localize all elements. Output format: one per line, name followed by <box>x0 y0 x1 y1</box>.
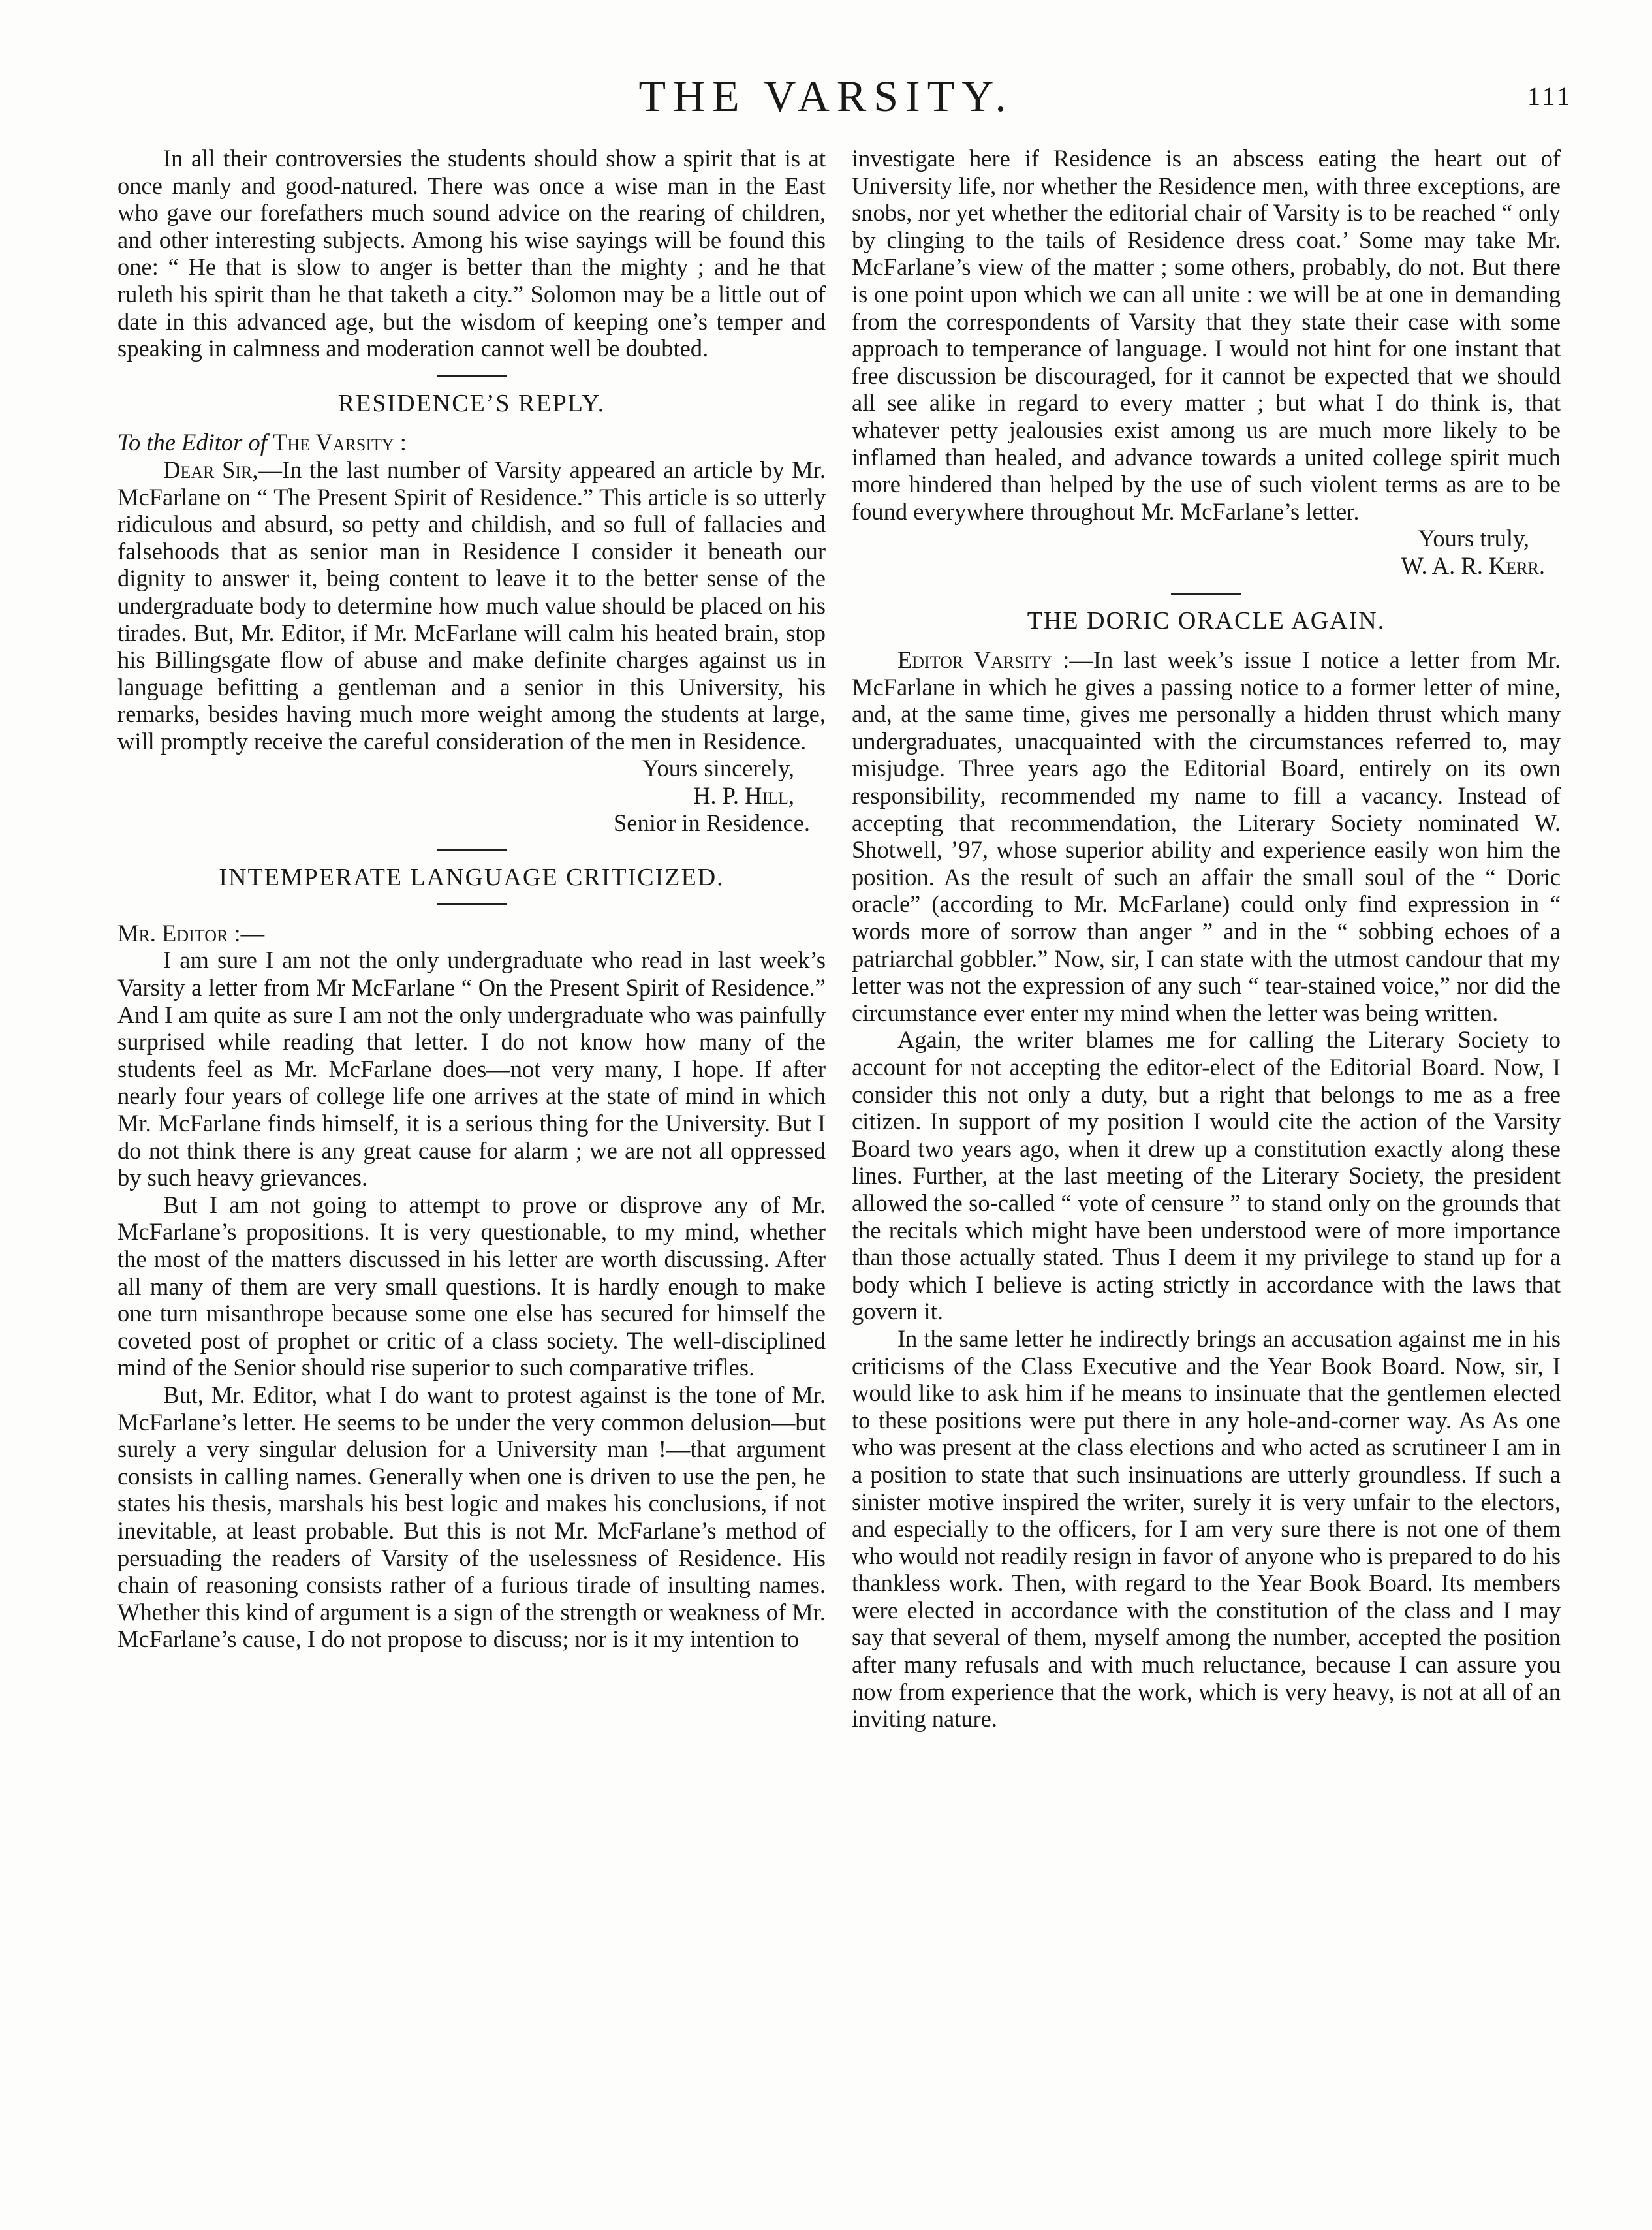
intemperate-continuation: investigate here if Residence is an abscess eating the heart out of University life, nor whether the Residence men, with three exceptions, are snobs, nor yet whether the editorial chair of Varsity is to be reached “ only by clinging to the tails of Residence dress coat.’ Some may take Mr. McFarlane’s view of the matter ; some others, probably, do not. But there is one point upon which we can all unite : we will be at one in demanding from the correspondents of Varsity that they state their case with some approach to temperance of language. I would not hint for one instant that free discussion be discouraged, for it cannot be expected that we should all see alike in regard to every matter ; but what I do think is, that whatever petty jealousies exist among us are much more likely to be inflamed than healed, and advance towards a united college spirit much more hindered than helped by the use of such violent terms as are to be found everywhere throughout Mr. McFarlane’s letter. <box>852 145 1561 525</box>
residence-reply-signature <box>117 782 826 809</box>
doric-paragraph <box>852 646 1561 1026</box>
residence-reply-heading: RESIDENCE’S REPLY. <box>337 389 606 417</box>
kerr-closing: Yours truly, <box>1418 525 1529 552</box>
left-column <box>117 145 826 1653</box>
right-column <box>852 145 1561 1733</box>
intemperate-heading: INTEMPERATE LANGUAGE CRITICIZED. <box>219 864 725 892</box>
section-rule <box>437 375 507 377</box>
addressee-publication: The Varsity : <box>272 429 407 456</box>
intemperate-salutation: Mr. Editor :— <box>117 919 265 947</box>
doric-salutation: Editor Varsity : <box>897 646 1070 674</box>
intemperate-paragraph: But, Mr. Editor, what I do want to protest against is the tone of Mr. McFarlane’s letter. He seems to be under the very common delusion—but surely a very singular delusion for a University man !—that argument consists in calling names. Generally when one is driven to use the pen, he states his thesis, marshals his best logic and makes his conclusions, if not inevitable, at least probable. But this is not Mr. McFarlane’s method of persuading the readers of Varsity of the uselessness of Residence. His chain of reasoning consists rather of a furious tirade of insulting names. Whether this kind of argument is a sign of the strength or weakness of Mr. McFarlane’s cause, I do not propose to discuss; nor is it my intention to <box>117 1381 826 1653</box>
section-rule <box>437 849 507 851</box>
page-number: 111 <box>1527 82 1572 111</box>
residence-reply-signature-title: Senior in Residence. <box>613 809 810 836</box>
signature-name: H. P. Hill, <box>693 782 794 809</box>
addressee-italic: To the Editor of <box>117 429 267 456</box>
intemperate-paragraph: But I am not going to attempt to prove or disprove any of Mr. McFarlane’s propositions. It is very questionable, to my mind, whether the most of the matters discussed in his letter are worth discussing. After all many of them are very small questions. It is hardly enough to make one turn misanthrope because some one else has secured for himself the coveted post of prophet or critic of a class society. The well-disciplined mind of the Senior should rise superior to such comparative trifles. <box>117 1191 826 1381</box>
residence-reply-salutation: Dear Sir, <box>163 456 258 483</box>
kerr-signature: W. A. R. Kerr. <box>1401 552 1545 579</box>
doric-paragraph: Again, the writer blames me for calling the Literary Society to account for not accepting the editor-elect of the Editorial Board. Now, I consider this not only a duty, but a right that belongs to me as a free citizen. In support of my position I would cite the action of the Varsity Board two years ago, when it drew up a constitution exactly along these lines. Further, at the last meeting of the Literary Society, the president allowed the so-called “ vote of censure ” to stand only on the grounds that the recitals which might have been understood were of more importance than those actually stated. Thus I deem it my privilege to stand up for a body which I believe is acting strictly in accordance with the laws that govern it. <box>852 1026 1561 1325</box>
section-rule <box>1171 593 1241 595</box>
doric-paragraph: In the same letter he indirectly brings an accusation against me in his criticisms of the Class Executive and the Year Book Board. Now, sir, I would like to ask him if he means to insinuate that the gentlemen elected to these positions were put there in any hole-and-corner way. As As one who was present at the class elections and who acted as scrutineer I am in a position to state that such insinuations are utterly groundless. If such a sinister motive inspired the writer, surely it is very unfair to the electors, and especially to the officers, for I am very sure there is not one of them who would not readily resign in favor of anyone who is prepared to do his thankless work. Then, with regard to the Year Book Board. Its members were elected in accordance with the constitution of the class and I may say that several of them, myself among the number, accepted the position after many refusals and with much reluctance, because I can assure you now from experience that the work, which is very heavy, is not at all of an inviting nature. <box>852 1325 1561 1733</box>
intemperate-paragraph: I am sure I am not the only undergraduate who read in last week’s Varsity a letter from Mr McFarlane “ On the Present Spirit of Residence.” And I am quite as sure I am not the only undergraduate who was painfully surprised while reading that letter. I do not know how many of the students feel as Mr. McFarlane does—not very many, I hope. If after nearly four years of college life one arrives at the state of mind in which Mr. McFarlane finds himself, it is a serious thing for the University. But I do not think there is any great cause for alarm ; we are not all oppressed by such heavy grievances. <box>117 947 826 1191</box>
residence-reply-body <box>117 456 826 755</box>
masthead-title: THE VARSITY. <box>638 71 1014 121</box>
residence-reply-addressee <box>117 429 826 456</box>
heading-rule <box>437 903 507 905</box>
doric-text: —In last week’s issue I notice a letter from Mr. McFarlane in which he gives a passing notice to a former letter of mine, and, at the same time, gives me personally a hidden thrust which many undergraduates, unacquainted with the circumstances referred to, may misjudge. Three years ago the Editorial Board, entirely on its own responsibility, recommended my name to fill a vacancy. Instead of accepting that recommendation, the Literary Society nominated W. Shotwell, ’97, whose superior ability and experience easily won him the position. As the result of such an affair the small soul of the “ Doric oracle” (according to Mr. McFarlane) could only find expression in “ words more of sorrow than anger ” and in the “ sobbing echoes of a patriarchal gobbler.” Now, sir, I can state with the utmost candour that my letter was not the expression of any such “ tear-stained voice,” nor did the circumstance ever enter my mind when the letter was being written. <box>852 646 1561 1026</box>
doric-oracle-heading: THE DORIC ORACLE AGAIN. <box>1027 606 1386 635</box>
residence-reply-text: —In the last number of Varsity appeared an article by Mr. McFarlane on “ The Present Spirit of Residence.” This article is so utterly ridiculous and absurd, so petty and childish, and so full of fallacies and falsehoods that as senior man in Residence I consider it beneath our dignity to answer it, being content to leave it to the better sense of the undergraduate body to determine how much value should be placed on his tirades. But, Mr. Editor, if Mr. McFarlane will calm his heated brain, stop his Billingsgate flow of abuse and make definite charges against us in language befitting a gentleman and a senior in this University, his remarks, besides having much more weight among the students at large, will promptly receive the careful consideration of the men in Residence. <box>117 456 826 755</box>
residence-reply-closing: Yours sincerely, <box>642 755 794 782</box>
intro-paragraph: In all their controversies the students should show a spirit that is at once manly and good-natured. There was once a wise man in the East who gave our forefathers much sound advice on the rearing of children, and other interesting subjects. Among his wise sayings will be found this one: “ He that is slow to anger is better than the mighty ; and he that ruleth his spirit than he that taketh a city.” Solomon may be a little out of date in this advanced age, but the wisdom of keeping one’s temper and speaking in calmness and moderation cannot well be doubted. <box>117 145 826 362</box>
